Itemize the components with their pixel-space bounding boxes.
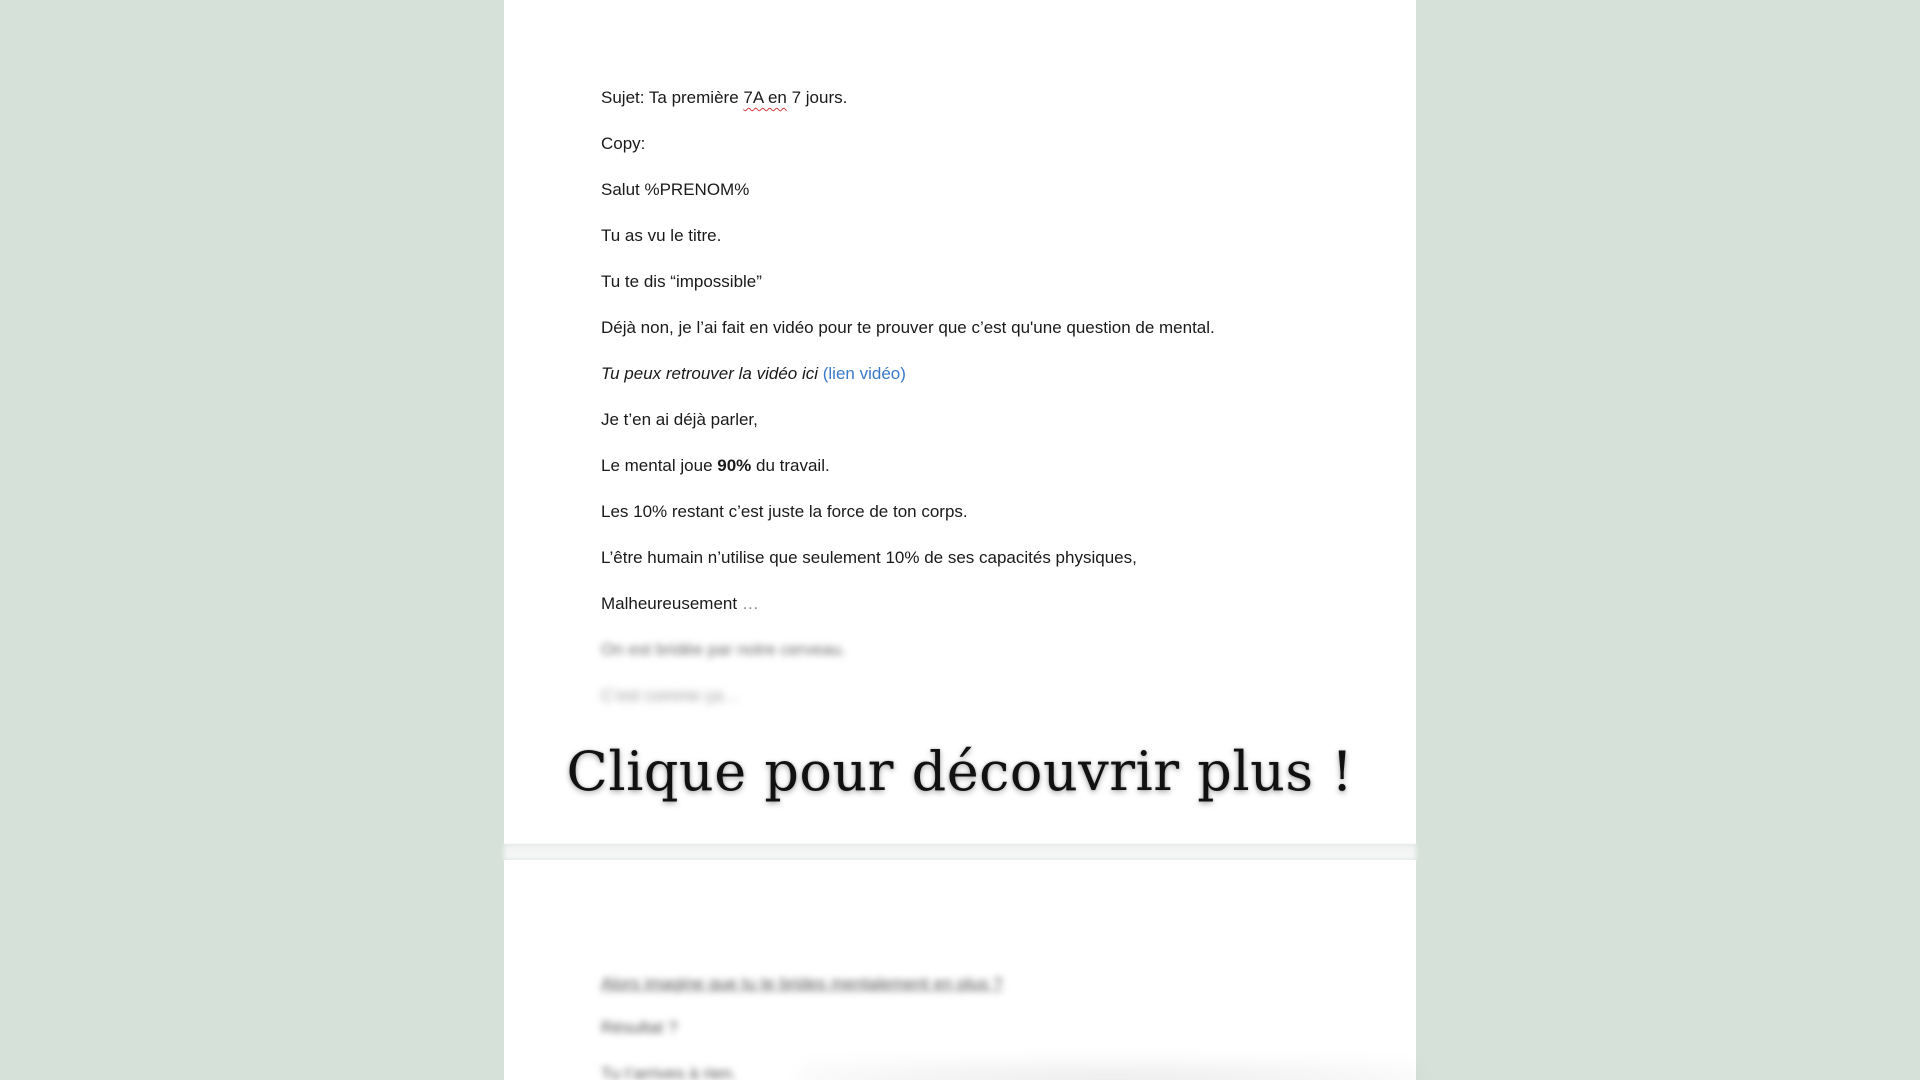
copy-label: Copy: [601, 134, 646, 153]
blurred-line: On est bridée par notre cerveau. [601, 640, 846, 659]
video-intro-text: Tu peux retrouver la vidéo ici [601, 364, 823, 383]
blurred-line: C’est comme ça… [601, 686, 740, 705]
ellipsis: … [741, 594, 759, 613]
subject-prefix: Sujet: Ta première [601, 88, 744, 107]
page-break [504, 844, 1416, 860]
document-page-2 [504, 860, 1416, 1080]
subject-suffix: 7 jours. [786, 88, 848, 107]
shadow-overlay [800, 1060, 1420, 1080]
blurred-line: Résultat ? [601, 1018, 678, 1037]
misspelled-word: 7A en [743, 88, 787, 107]
video-link[interactable]: (lien vidéo) [822, 364, 906, 383]
blurred-line: Alors imagine que tu te brides mentalement en plus ? [601, 974, 1003, 993]
document-page-1 [504, 0, 1416, 844]
body-line: Tu as vu le titre. [601, 226, 722, 245]
blurred-line: Tu t’arrives à rien. [601, 1064, 737, 1080]
body-line: Je t’en ai déjà parler, [601, 410, 758, 429]
body-line: L’être humain n’utilise que seulement 10% de ses capacités physiques, [601, 548, 1137, 567]
video-line [601, 362, 906, 386]
discover-more-cta[interactable]: Clique pour découvrir plus ! [566, 740, 1354, 803]
greeting-line: Salut %PRENOM% [601, 180, 750, 199]
body-text: Malheureusement [601, 594, 742, 613]
body-line: Tu te dis “impossible” [601, 272, 762, 291]
bold-percentage: 90% [717, 456, 752, 475]
body-line: Les 10% restant c’est juste la force de ton corps. [601, 502, 968, 521]
body-text: du travail. [751, 456, 830, 475]
subject-line [601, 86, 847, 110]
body-text: Le mental joue [601, 456, 718, 475]
body-line: Déjà non, je l’ai fait en vidéo pour te prouver que c’est qu'une question de mental. [601, 318, 1215, 337]
body-line [601, 454, 830, 478]
body-line [601, 592, 759, 616]
